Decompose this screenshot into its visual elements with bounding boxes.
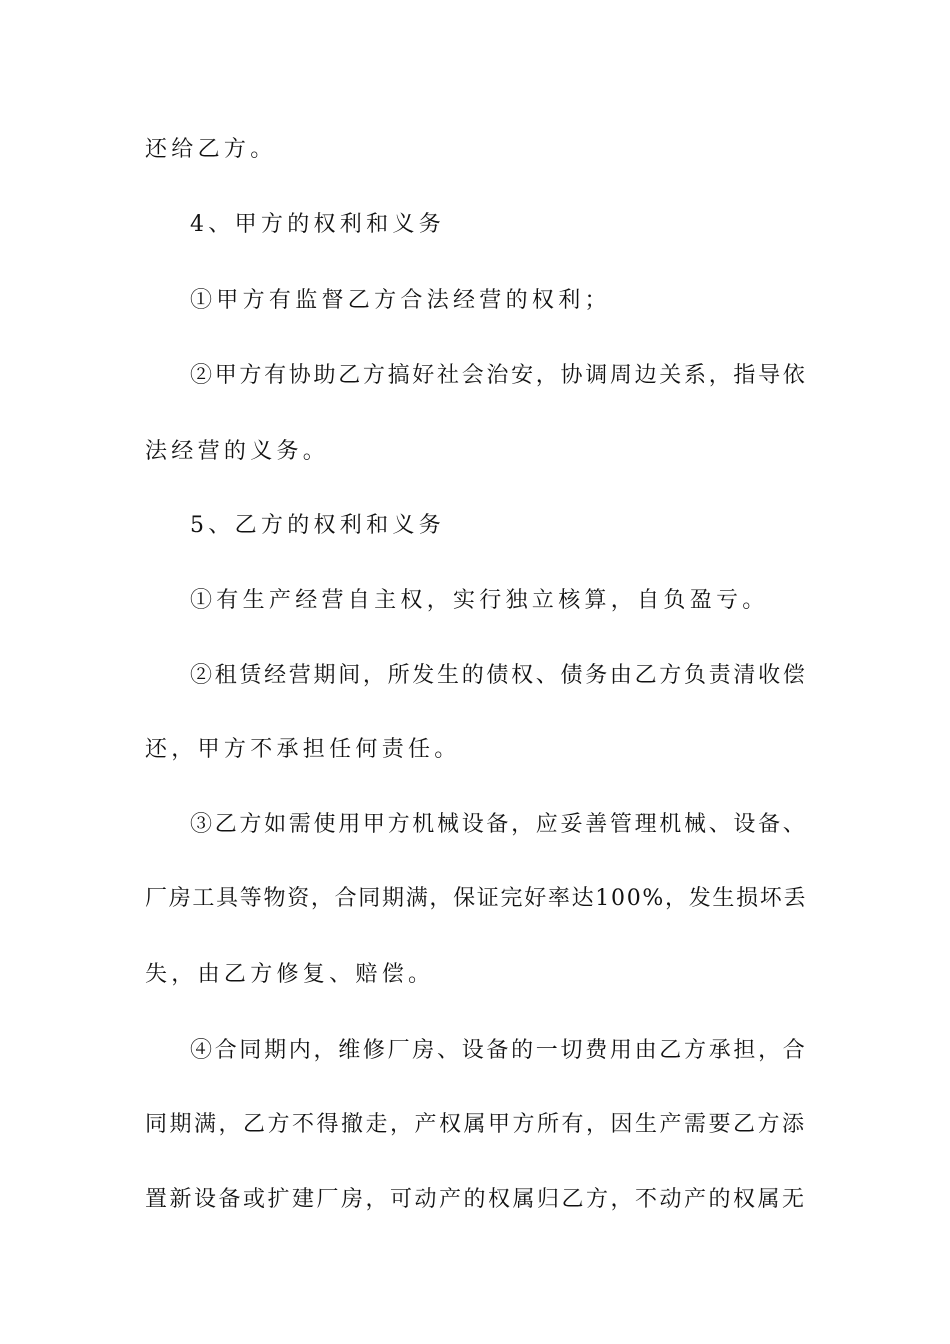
paragraph-line: 同期满，乙方不得撤走，产权属甲方所有，因生产需要乙方添 bbox=[145, 1112, 807, 1137]
paragraph-line: ①有生产经营自主权，实行独立核算，自负盈亏。 bbox=[190, 588, 769, 613]
paragraph-line: ②租赁经营期间，所发生的债权、债务由乙方负责清收偿 bbox=[190, 663, 808, 688]
paragraph-line: ③乙方如需使用甲方机械设备，应妥善管理机械、设备、 bbox=[190, 812, 808, 837]
paragraph-line: ②甲方有协助乙方搞好社会治安，协调周边关系，指导依 bbox=[190, 363, 808, 388]
paragraph-line: ④合同期内，维修厂房、设备的一切费用由乙方承担，合 bbox=[190, 1038, 808, 1063]
text-line-continuation: 还给乙方。 bbox=[145, 137, 277, 162]
paragraph-line: 厂房工具等物资，合同期满，保证完好率达100%，发生损坏丢 bbox=[145, 886, 808, 911]
paragraph-line: 失，由乙方修复、赔偿。 bbox=[145, 962, 435, 987]
section-heading-party-b-rights: 5、乙方的权利和义务 bbox=[190, 513, 445, 538]
paragraph-line: 置新设备或扩建厂房，可动产的权属归乙方，不动产的权属无 bbox=[145, 1187, 807, 1212]
paragraph-line: 还，甲方不承担任何责任。 bbox=[145, 737, 461, 762]
paragraph-line: ①甲方有监督乙方合法经营的权利； bbox=[190, 288, 611, 313]
section-heading-party-a-rights: 4、甲方的权利和义务 bbox=[190, 212, 445, 237]
paragraph-line: 法经营的义务。 bbox=[145, 439, 330, 464]
